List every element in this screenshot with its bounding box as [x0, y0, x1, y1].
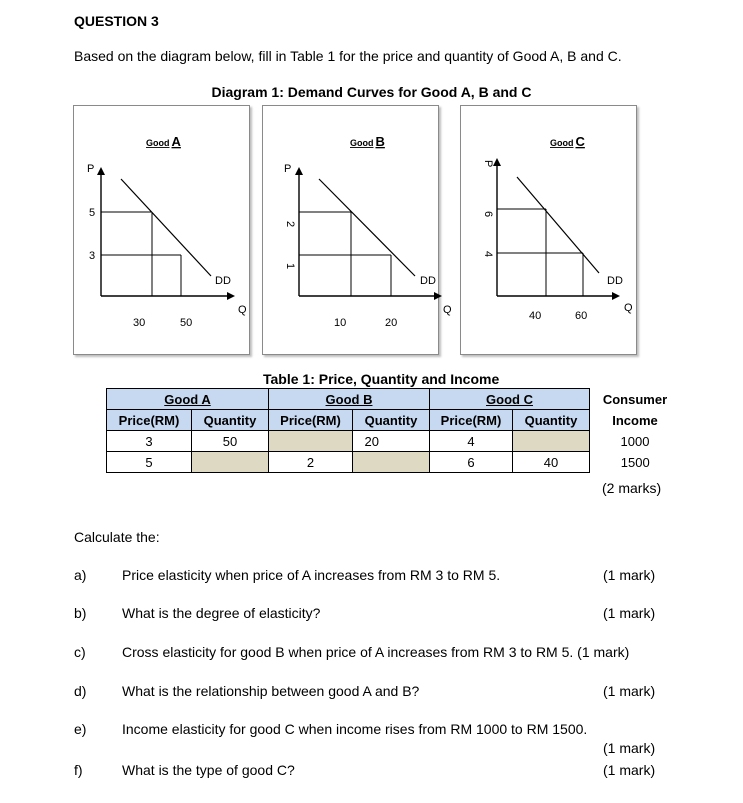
- cell-income: 1000: [590, 431, 681, 452]
- qty-tick-low: 40: [529, 310, 542, 322]
- p-axis-label: P: [482, 160, 494, 168]
- question-text: Income elasticity for good C when income rises from RM 1000 to RM 1500.: [122, 721, 588, 737]
- sub-header-price-c: Price(RM): [430, 410, 513, 431]
- question-marks: (1 mark): [603, 683, 656, 699]
- demand-curve: [319, 179, 415, 276]
- cell-quantity-c-blank[interactable]: [513, 431, 590, 452]
- cell-quantity-a-blank[interactable]: [192, 452, 269, 473]
- price-tick-high: 6: [482, 211, 494, 218]
- sub-header-quantity-b: Quantity: [353, 410, 430, 431]
- price-tick-low: 3: [89, 250, 96, 262]
- q-axis-label: Q: [624, 302, 633, 314]
- qty-tick-low: 30: [133, 317, 146, 329]
- sub-header-quantity-c: Quantity: [513, 410, 590, 431]
- price-tick-low: 1: [284, 263, 296, 270]
- cell-price-b-blank[interactable]: [269, 431, 353, 452]
- graph-title: Good B: [350, 134, 385, 149]
- cell-price-b: 2: [269, 452, 353, 473]
- cell-price-a: 5: [107, 452, 192, 473]
- graph-title: Good C: [550, 134, 585, 149]
- graph-title: Good A: [146, 134, 181, 149]
- question-text: Price elasticity when price of A increases from RM 3 to RM 5.: [122, 567, 501, 583]
- calculate-label: Calculate the:: [74, 529, 160, 545]
- cell-price-c: 6: [430, 452, 513, 473]
- table-marks: (2 marks): [602, 480, 662, 496]
- qty-tick-high: 50: [180, 317, 193, 329]
- graph-good-b: [262, 105, 452, 355]
- group-header-good-c: Good C: [430, 389, 590, 410]
- question-marks: (1 mark): [603, 567, 656, 583]
- table-row: [107, 431, 681, 452]
- q-axis-label: Q: [238, 304, 247, 316]
- qty-tick-low: 10: [334, 317, 347, 329]
- question-label: a): [74, 567, 87, 583]
- cell-quantity-c: 40: [513, 452, 590, 473]
- question-label: b): [74, 605, 87, 621]
- question-marks: (1 mark): [603, 762, 656, 778]
- qty-tick-high: 20: [385, 317, 398, 329]
- graph-good-c: [460, 105, 637, 355]
- cell-income: 1500: [590, 452, 681, 473]
- question-label: f): [74, 762, 83, 778]
- question-text: What is the degree of elasticity?: [122, 605, 321, 621]
- table-row: [107, 452, 681, 473]
- p-axis-label: P: [87, 163, 95, 175]
- question-text: Cross elasticity for good B when price of A increases from RM 3 to RM 5. (1 mark): [122, 644, 630, 660]
- price-tick-low: 4: [482, 251, 494, 258]
- curve-label: DD: [420, 275, 436, 287]
- question-text: What is the relationship between good A and B?: [122, 683, 420, 699]
- q-axis-label: Q: [443, 304, 452, 316]
- cell-quantity-b-blank[interactable]: [353, 452, 430, 473]
- question-title: QUESTION 3: [74, 13, 159, 29]
- p-axis-label: P: [284, 163, 292, 175]
- question-label: d): [74, 683, 87, 699]
- price-tick-high: 5: [89, 207, 96, 219]
- consumer-header: Consumer: [590, 389, 681, 410]
- sub-header-quantity-a: Quantity: [192, 410, 269, 431]
- qty-tick-high: 60: [575, 310, 588, 322]
- question-marks: (1 mark): [603, 740, 656, 756]
- cell-price-c: 4: [430, 431, 513, 452]
- curve-label: DD: [215, 275, 231, 287]
- group-header-good-a: Good A: [107, 389, 269, 410]
- question-text: What is the type of good C?: [122, 762, 295, 778]
- table-caption: Table 1: Price, Quantity and Income: [263, 371, 500, 387]
- sub-header-price-b: Price(RM): [269, 410, 353, 431]
- question-label: e): [74, 721, 87, 737]
- graph-good-a: [73, 105, 250, 355]
- price-tick-high: 2: [284, 221, 296, 228]
- cell-quantity-a: 50: [192, 431, 269, 452]
- sub-header-price-a: Price(RM): [107, 410, 192, 431]
- income-header: Income: [590, 410, 681, 431]
- question-marks: (1 mark): [603, 605, 656, 621]
- demand-curve: [517, 177, 599, 273]
- table-price-quantity-income: [106, 388, 681, 473]
- instruction-text: Based on the diagram below, fill in Table 1 for the price and quantity of Good A, B and C.: [74, 48, 622, 64]
- diagram-title: Diagram 1: Demand Curves for Good A, B and C: [211, 84, 532, 100]
- curve-label: DD: [607, 275, 623, 287]
- question-label: c): [74, 644, 86, 660]
- group-header-good-b: Good B: [269, 389, 430, 410]
- cell-price-a: 3: [107, 431, 192, 452]
- demand-curve: [121, 179, 211, 276]
- cell-quantity-b: 20: [353, 431, 430, 452]
